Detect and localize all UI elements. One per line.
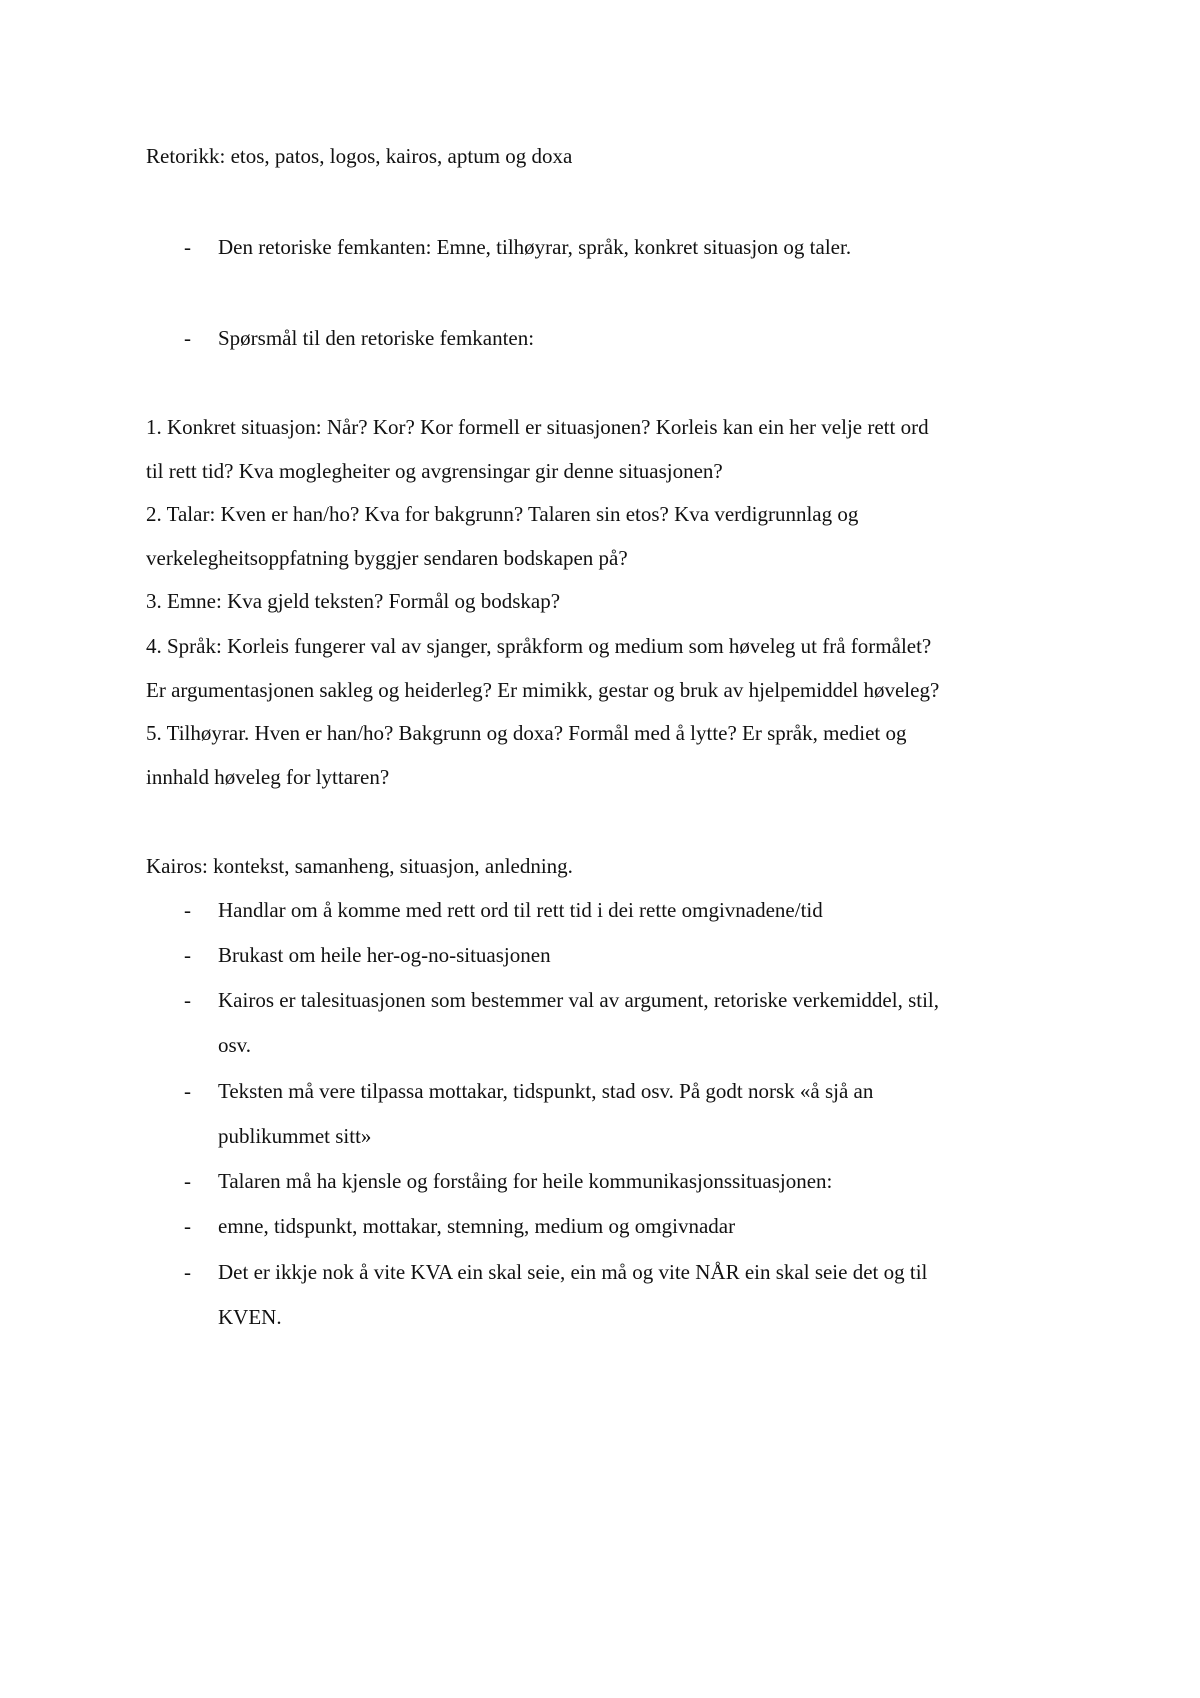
bullet-dash: - xyxy=(184,898,191,922)
kairos-bullet-4-line-2: publikummet sitt» xyxy=(218,1124,372,1148)
numbered-item-1-line-2: til rett tid? Kva moglegheiter og avgrensingar gir denne situasjonen? xyxy=(146,459,723,483)
kairos-bullet-7-line-1: Det er ikkje nok å vite KVA ein skal seie, ein må og vite NÅR ein skal seie det og til xyxy=(218,1260,928,1284)
bullet-dash: - xyxy=(184,1260,191,1284)
bullet-dash: - xyxy=(184,326,191,350)
kairos-bullet-3-line-1: Kairos er talesituasjonen som bestemmer val av argument, retoriske verkemiddel, stil, xyxy=(218,988,939,1012)
numbered-item-4-line-1: 4. Språk: Korleis fungerer val av sjanger, språkform og medium som høveleg ut frå formålet? xyxy=(146,634,932,658)
bullet-dash: - xyxy=(184,943,191,967)
kairos-bullet-4-line-1: Teksten må vere tilpassa mottakar, tidspunkt, stad osv. På godt norsk «å sjå an xyxy=(218,1079,874,1103)
numbered-item-4-line-2: Er argumentasjonen sakleg og heiderleg? Er mimikk, gestar og bruk av hjelpemiddel høveleg? xyxy=(146,678,940,702)
kairos-bullet-2: Brukast om heile her-og-no-situasjonen xyxy=(218,943,551,967)
numbered-item-3: 3. Emne: Kva gjeld teksten? Formål og bodskap? xyxy=(146,589,561,613)
bullet-dash: - xyxy=(184,988,191,1012)
kairos-bullet-1: Handlar om å komme med rett ord til rett tid i dei rette omgivnadene/tid xyxy=(218,898,823,922)
questions-bullet: Spørsmål til den retoriske femkanten: xyxy=(218,326,535,350)
kairos-heading: Kairos: kontekst, samanheng, situasjon, anledning. xyxy=(146,854,573,878)
femkant-bullet: Den retoriske femkanten: Emne, tilhøyrar, språk, konkret situasjon og taler. xyxy=(218,235,852,259)
kairos-bullet-5: Talaren må ha kjensle og forståing for heile kommunikasjonssituasjonen: xyxy=(218,1169,833,1193)
numbered-item-5-line-2: innhald høveleg for lyttaren? xyxy=(146,765,390,789)
bullet-dash: - xyxy=(184,1079,191,1103)
numbered-item-2-line-1: 2. Talar: Kven er han/ho? Kva for bakgrunn? Talaren sin etos? Kva verdigrunnlag og xyxy=(146,502,859,526)
bullet-dash: - xyxy=(184,1214,191,1238)
kairos-bullet-3-line-2: osv. xyxy=(218,1033,252,1057)
kairos-bullet-7-line-2: KVEN. xyxy=(218,1305,282,1329)
kairos-bullet-6: emne, tidspunkt, mottakar, stemning, medium og omgivnadar xyxy=(218,1214,736,1238)
bullet-dash: - xyxy=(184,235,191,259)
numbered-item-5-line-1: 5. Tilhøyrar. Hven er han/ho? Bakgrunn og doxa? Formål med å lytte? Er språk, mediet og xyxy=(146,721,907,745)
bullet-dash: - xyxy=(184,1169,191,1193)
numbered-item-2-line-2: verkelegheitsoppfatning byggjer sendaren bodskapen på? xyxy=(146,546,628,570)
document-title: Retorikk: etos, patos, logos, kairos, aptum og doxa xyxy=(146,144,573,168)
numbered-item-1-line-1: 1. Konkret situasjon: Når? Kor? Kor formell er situasjonen? Korleis kan ein her velje rett ord xyxy=(146,415,929,439)
